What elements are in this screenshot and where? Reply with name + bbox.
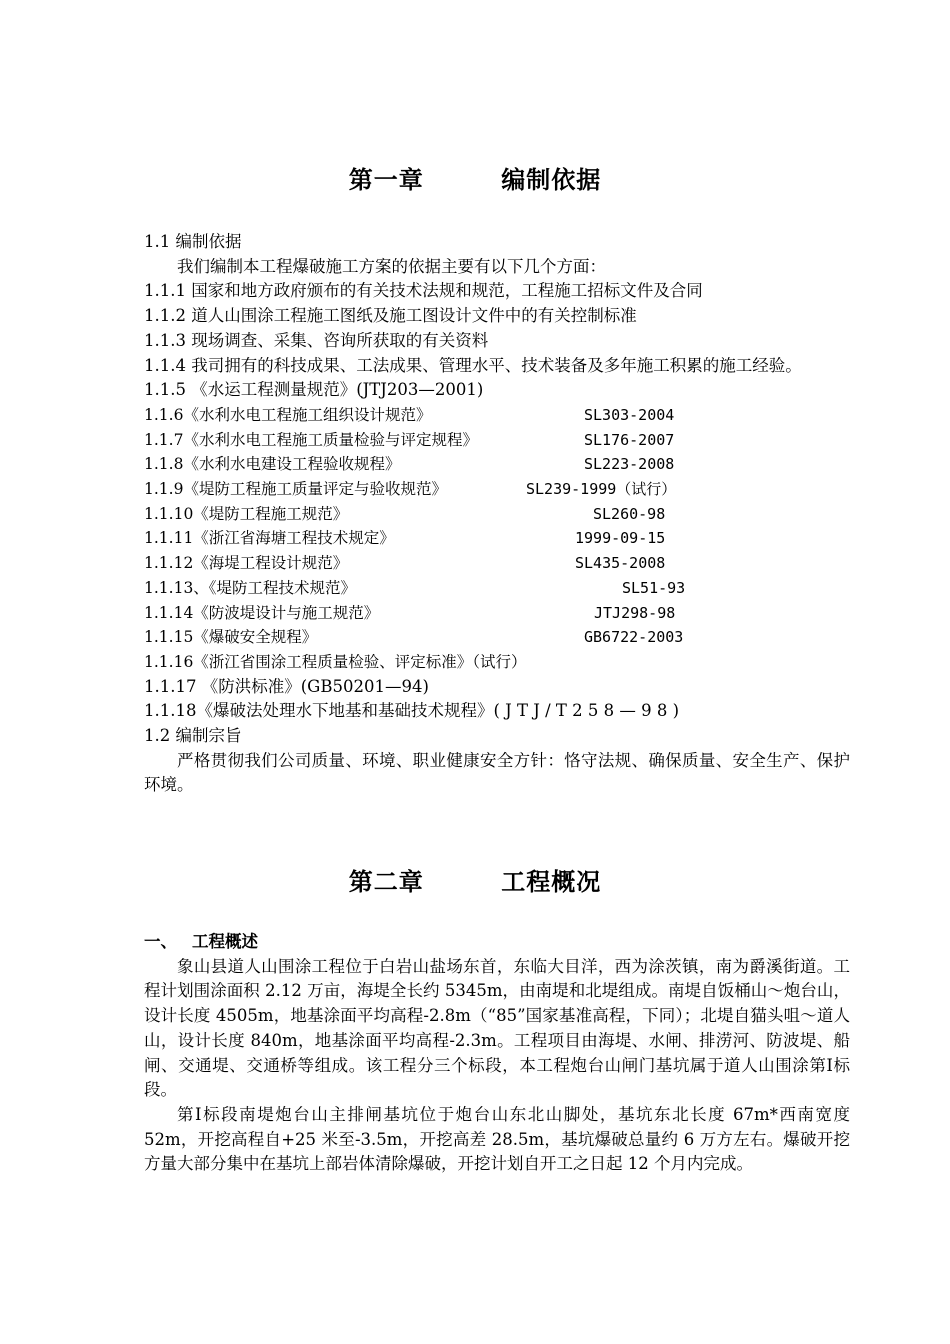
reference-row: [144, 526, 850, 551]
chapter1-title: 第一章 编制依据: [348, 166, 602, 194]
reference-code: SL239-1999（试行）: [526, 480, 677, 499]
section-1-1-heading: 1.1 编制依据: [144, 232, 242, 251]
reference-name: 1.1.11《浙江省海塘工程技术规定》: [144, 529, 395, 548]
item-1-1-3: 1.1.3 现场调查、采集、咨询所获取的有关资料: [144, 330, 489, 350]
aim-paragraph: 严格贯彻我们公司质量、环境、职业健康安全方针：恪守法规、确保质量、安全生产、保护环境。: [144, 750, 850, 795]
reference-code: 1999-09-15: [575, 529, 666, 548]
reference-row: [144, 403, 850, 428]
chapter1-body: [144, 230, 850, 798]
section-title: 工程概述: [192, 932, 258, 951]
reference-name: 1.1.6《水利水电工程施工组织设计规范》: [144, 405, 432, 424]
reference-code: SL176-2007: [584, 430, 675, 449]
chapter2-title: 第二章 工程概况: [348, 868, 602, 896]
reference-code: SL260-98: [593, 504, 666, 523]
reference-name: 1.1.8《水利水电建设工程验收规程》: [144, 455, 401, 474]
reference-name: 1.1.15《爆破安全规程》: [144, 628, 318, 647]
chapter2-body: [144, 930, 850, 1177]
reference-name: 1.1.7《水利水电工程施工质量检验与评定规程》: [144, 430, 478, 449]
section-paragraph: 第Ⅰ标段南堤炮台山主排闸基坑位于炮台山东北山脚处，基坑东北长度 67m*西南宽度 52m，开挖高程自+25 米至-3.5m，开挖高差 28.5m，基坑爆破总量约 6 万方左右。爆破开挖方量大部分集中在基坑上部岩体清除爆破，开挖计划自开工之日起 12 个月内完成。: [144, 1104, 850, 1174]
reference-row: [144, 452, 850, 477]
section-1-2-heading: 1.2 编制宗旨: [144, 726, 242, 746]
reference-code: SL51-93: [622, 578, 686, 597]
item-1-1-17: 1.1.17 《防洪标准》(GB50201—94): [144, 676, 429, 696]
reference-code: SL223-2008: [584, 455, 675, 474]
item-1-1-16: 1.1.16《浙江省围涂工程质量检验、评定标准》（试行）: [144, 652, 527, 671]
reference-name: 1.1.12《海堤工程设计规范》: [144, 554, 349, 573]
reference-list: [144, 403, 850, 650]
item-1-1-1: 1.1.1 国家和地方政府颁布的有关技术法规和规范，工程施工招标文件及合同: [144, 281, 703, 301]
reference-code: SL435-2008: [575, 554, 666, 573]
reference-name: 1.1.13、《堤防工程技术规范》: [144, 578, 357, 597]
reference-row: [144, 502, 850, 527]
reference-code: GB6722-2003: [584, 628, 684, 647]
reference-code: SL303-2004: [584, 405, 675, 424]
reference-row: [144, 551, 850, 576]
section-number: 一、: [144, 932, 177, 951]
overview-paragraph: 象山县道人山围涂工程位于白岩山盐场东首，东临大目洋，西为涂茨镇，南为爵溪街道。工程计划围涂面积 2.12 万亩，海堤全长约 5345m，由南堤和北堤组成。南堤自饭桶山～炮台山，设计长度 4505m，地基涂面平均高程-2.8m（“85”国家基准高程，下同）；北堤自猫头咀～道人山，设计长度 840m，地基涂面平均高程-2.3m。工程项目由海堤、水闸、排涝河、防波堤、船闸、交通堤、交通桥等组成。该工程分三个标段，本工程炮台山闸门基坑属于道人山围涂第Ⅰ标段。: [144, 956, 850, 1100]
reference-name: 1.1.14《防波堤设计与施工规范》: [144, 603, 380, 622]
reference-row: [144, 428, 850, 453]
reference-row: [144, 477, 850, 502]
reference-code: JTJ298-98: [594, 603, 676, 622]
item-1-1-4: 1.1.4 我司拥有的科技成果、工法成果、管理水平、技术装备及多年施工积累的施工经验。: [144, 355, 802, 375]
reference-row: [144, 601, 850, 626]
reference-row: [144, 625, 850, 650]
item-1-1-18: 1.1.18《爆破法处理水下地基和基础技术规程》( J T J / T 2 5 8 — 9 8 ): [144, 701, 680, 721]
item-1-1-2: 1.1.2 道人山围涂工程施工图纸及施工图设计文件中的有关控制标准: [144, 306, 637, 326]
item-1-1-5: 1.1.5 《水运工程测量规范》(JTJ203—2001): [144, 380, 484, 400]
reference-row: [144, 576, 850, 601]
reference-name: 1.1.10《堤防工程施工规范》: [144, 504, 349, 523]
reference-name: 1.1.9《堤防工程施工质量评定与验收规范》: [144, 480, 447, 499]
intro-line: 我们编制本工程爆破施工方案的依据主要有以下几个方面：: [177, 256, 606, 276]
section-heading: [144, 930, 850, 955]
